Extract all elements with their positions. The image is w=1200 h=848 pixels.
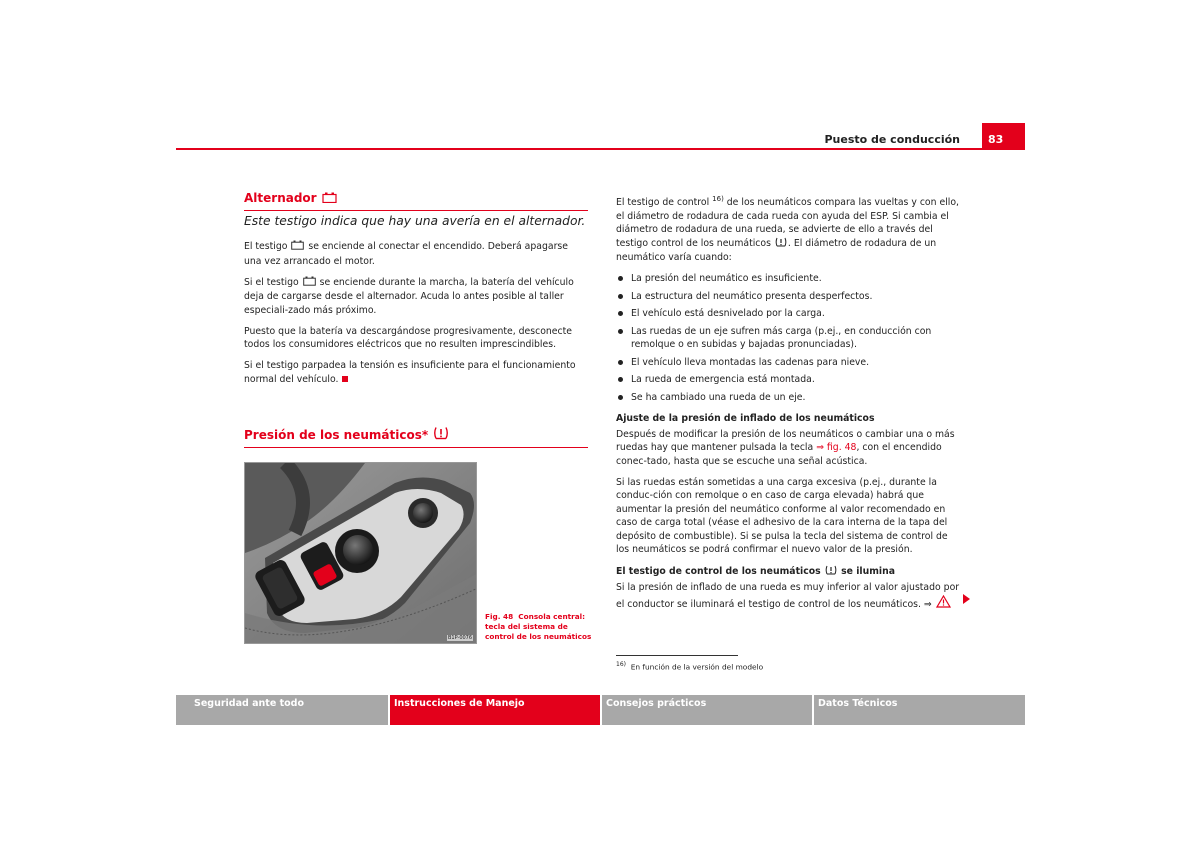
end-of-section-mark xyxy=(342,376,348,382)
footnote-rule xyxy=(616,655,738,656)
figure-caption: Fig. 48 Consola central: tecla del sistema de control de los neumáticos xyxy=(485,612,592,641)
alternador-heading: Alternador xyxy=(244,192,588,211)
presion-heading: Presión de los neumáticos* xyxy=(244,426,588,448)
intro-paragraph: El testigo de control $^{16)}$ de los neumáticos compara las vueltas y con ello, el diámetro de rodadura de cada rueda con ayuda del ESP. Si cambia el diámetro de rodadura de una rueda, se advierte de ello a través del testigo control de los neumáticos . El diámetro de rodadura de un neumático varía cuando: xyxy=(616,195,959,264)
conditions-list xyxy=(616,272,960,404)
list-item: El vehículo lleva montadas las cadenas para nieve. xyxy=(616,356,960,370)
alternador-p4: Si el testigo parpadea la tensión es insuficiente para el funcionamiento normal del vehículo. xyxy=(244,360,576,385)
nav-tab-instrucciones[interactable]: Instrucciones de Manejo xyxy=(390,695,600,725)
footnote-ref: 16) xyxy=(712,195,724,203)
nav-tab-seguridad[interactable]: Seguridad ante todo xyxy=(176,695,388,725)
figure-reference-link[interactable]: ⇒ fig. 48 xyxy=(816,442,857,454)
nav-tab-consejos[interactable]: Consejos prácticos xyxy=(602,695,812,725)
ilumina-paragraph: Si la presión de inflado de una rueda es muy inferior al valor ajustado por el conductor se iluminará el testigo de control de los neumáticos. ⇒ xyxy=(616,581,960,612)
tire-pressure-icon xyxy=(825,565,837,580)
list-item: La estructura del neumático presenta desperfectos. xyxy=(616,290,960,304)
presion-section xyxy=(244,426,588,448)
carga-paragraph: Si las ruedas están sometidas a una carga excesiva (p.ej., durante la conduc-ción con remolque o en caso de carga elevada) habrá que aumentar la presión del neumático conforme al valor recomendado en caso de carga total (véase el adhesivo de la cara interna de la tapa del depósito de combustible). Si se pulsa la tecla del sistema de control de los neumáticos se podrá confirmar el nuevo valor de la presión. xyxy=(616,476,948,556)
nav-tab-datos[interactable]: Datos Técnicos xyxy=(814,695,1025,725)
alternador-lead: Este testigo indica que hay una avería en el alternador. xyxy=(244,213,586,228)
alternador-p3: Puesto que la batería va descargándose progresivamente, desconecte todos los consumidores eléctricos que no resulten imprescindibles. xyxy=(244,325,572,350)
footnote: $^{16)}$ En función de la versión del modelo xyxy=(616,661,764,672)
header-rule xyxy=(176,148,1025,150)
list-item: Las ruedas de un eje sufren más carga (p.ej., en conducción con remolque o en subidas y bajadas pronunciadas). xyxy=(616,325,960,352)
ajuste-heading: Ajuste de la presión de inflado de los neumáticos xyxy=(616,413,875,425)
page-number: 83 xyxy=(982,123,1025,150)
tire-pressure-icon xyxy=(433,426,449,444)
battery-icon xyxy=(322,192,337,207)
continue-arrow-icon xyxy=(963,594,970,604)
list-item: El vehículo está desnivelado por la carga. xyxy=(616,307,960,321)
alternador-p2: Si el testigo se enciende durante la marcha, la batería del vehículo deja de cargarse desde el alternador. Acuda lo antes posible al taller especiali-zado más próximo. xyxy=(244,276,574,316)
figure-code: B1P-0076 xyxy=(448,635,473,641)
tire-pressure-icon xyxy=(775,237,787,252)
alternador-p1: El testigo se enciende al conectar el encendido. Deberá apagarse una vez arrancado el motor. xyxy=(244,241,568,267)
left-column xyxy=(244,192,588,394)
list-item: La rueda de emergencia está montada. xyxy=(616,373,960,387)
warning-triangle-icon xyxy=(936,595,951,613)
ilumina-heading: El testigo de control de los neumáticos se ilumina xyxy=(616,565,960,580)
console-figure xyxy=(244,462,477,644)
console-illustration xyxy=(245,463,477,644)
list-item: Se ha cambiado una rueda de un eje. xyxy=(616,391,960,405)
section-title: Puesto de conducción xyxy=(824,133,960,146)
battery-icon xyxy=(303,276,316,291)
list-item: La presión del neumático es insuficiente. xyxy=(616,272,960,286)
right-column xyxy=(616,193,960,620)
battery-icon xyxy=(291,240,304,255)
ajuste-paragraph: Después de modificar la presión de los neumáticos o cambiar una o más ruedas hay que mantener pulsada la tecla ⇒ fig. 48, con el encendido conec-tado, hasta que se escuche una señal acústica. xyxy=(616,428,955,467)
